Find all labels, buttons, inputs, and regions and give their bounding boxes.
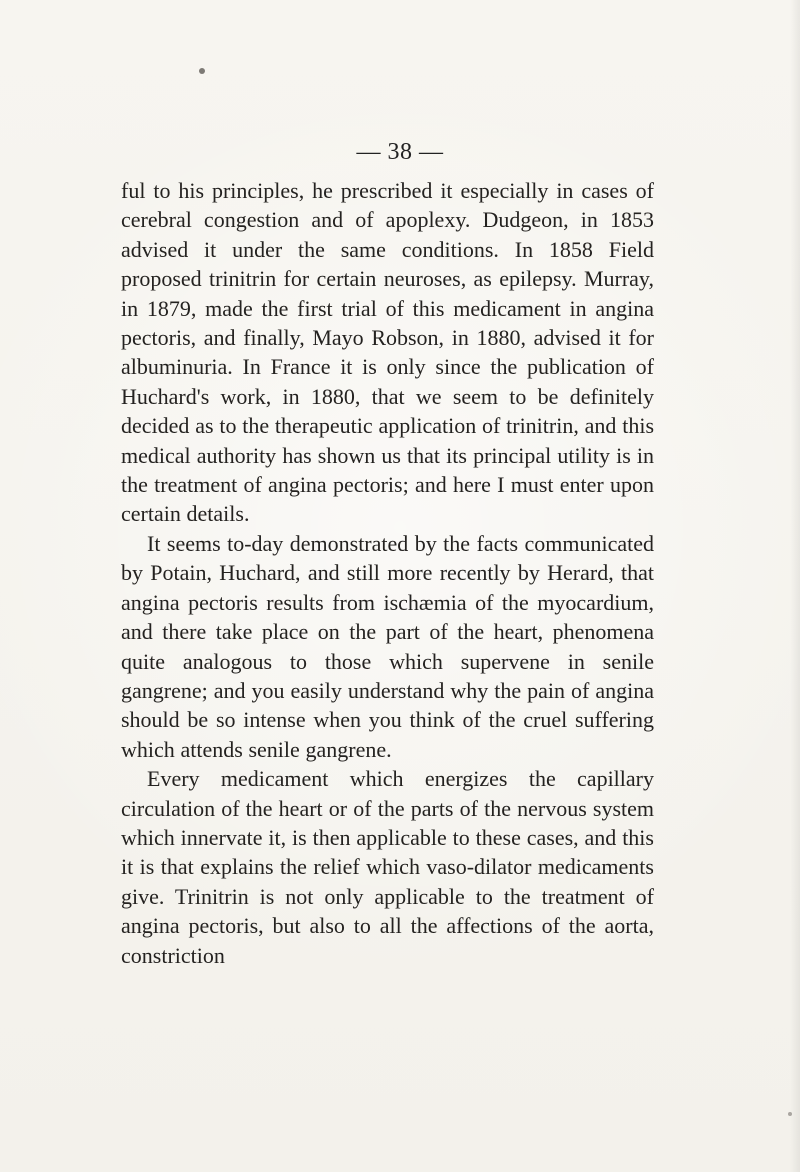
page-number: — 38 — [356,139,444,165]
body-text [121,176,654,970]
ink-mark-bottom [788,1112,792,1116]
page-edge-shadow [790,0,800,1172]
paragraph-2: It seems to-day demonstrated by the facts communicated by Potain, Huchard, and still more recently by Herard, that angina pectoris results from ischæmia of the myocardium, and there take place on the part of the heart, phenomena quite analogous to those which supervene in senile gangrene; and you easily understand why the pain of angina should be so intense when you think of the cruel suffering which attends senile gangrene. [121,530,654,762]
paragraph-3: Every medicament which energizes the capillary circulation of the heart or of the parts of the nervous system which innervate it, is then applicable to these cases, and this it is that explains the relief which vaso-dilator medicaments give. Trinitrin is not only applicable to the treatment of angina pectoris, but also to all the affections of the aorta, constriction [121,766,654,968]
ink-mark [199,68,205,74]
paragraph-1: ful to his principles, he prescribed it especially in cases of cerebral congestion and of apoplexy. Dudgeon, in 1853 advised it under the same conditions. In 1858 Field proposed trinitrin for certain neuroses, as epilepsy. Murray, in 1879, made the first trial of this medicament in angina pectoris, and finally, Mayo Robson, in 1880, advised it for albuminuria. In France it is only since the publication of Huchard's work, in 1880, that we seem to be definitely decided as to the therapeutic application of trinitrin, and this medical authority has shown us that its principal utility is in the treatment of angina pectoris; and here I must enter upon certain details. [121,178,654,527]
